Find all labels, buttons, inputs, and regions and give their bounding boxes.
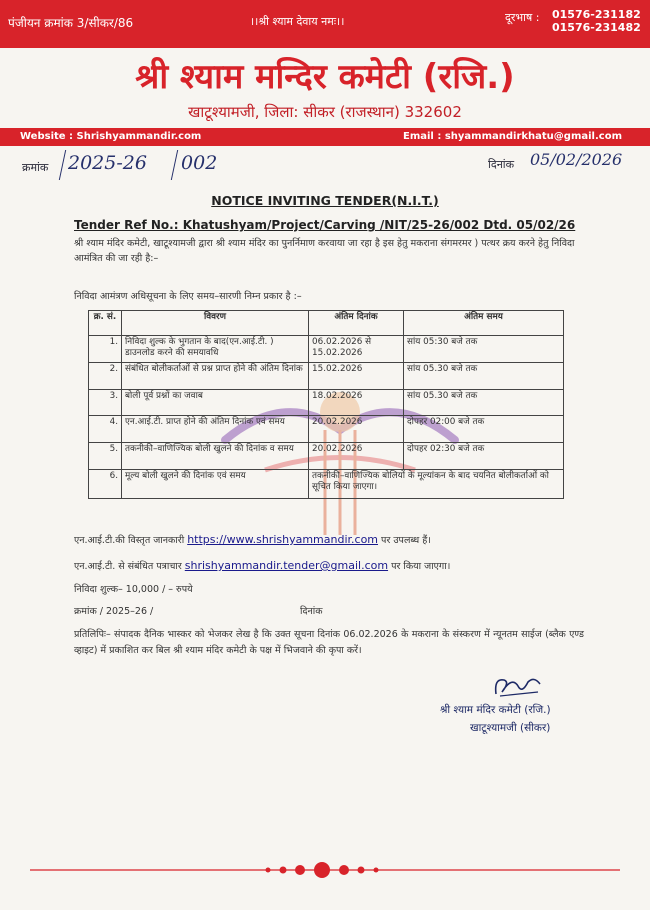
letter-date: 05/02/2026 [530,150,623,169]
table-row [89,470,564,499]
footer-dot [339,865,349,875]
phone-numbers [552,8,641,34]
footer-dot [295,865,305,875]
phone-number: 01576-231182 [552,8,641,21]
reference-year: 2025-26 [68,152,147,174]
motto: ।।श्री श्याम देवाय नमः।। [250,15,345,28]
details-email-line [74,559,450,572]
row-time: सांय 05.30 बजे तक [404,390,564,416]
column-header: क्र. सं. [89,311,122,336]
footer-dot [314,862,330,878]
table-row [89,390,564,416]
details-suffix: पर किया जाएगा। [391,561,451,572]
row-time: सांय 05:30 बजे तक [404,336,564,363]
row-date: 18.02.2026 [309,390,404,416]
row-date: 20.02.2026 [309,443,404,470]
details-website-line [74,533,431,546]
row-number: 2. [89,363,122,390]
table-header-row [89,311,564,336]
row-date-merged: तकनीकी–वाणिज्यिक बोलियों के मूल्यांकन के बाद चयनित बोलीकर्ताओं को सूचित किया जाएगा। [309,470,564,499]
footer-dot [280,867,287,874]
table-row [89,336,564,363]
row-date: 15.02.2026 [309,363,404,390]
footer-ornament [0,859,650,881]
details-prefix: एन.आई.टी. से संबंधित पत्राचार [74,561,182,572]
column-header: विवरण [122,311,309,336]
signature-underline [500,692,538,696]
reference-label: क्रमांक [22,161,49,174]
reference-serial: 002 [181,152,218,174]
row-number: 3. [89,390,122,416]
copy-reference-number: क्रमांक / 2025–26 / [74,606,154,617]
phone-number: 01576-231482 [552,21,641,34]
row-time: सांय 05.30 बजे तक [404,363,564,390]
table-row [89,443,564,470]
footer-dot [374,868,379,873]
copy-date-label: दिनांक [300,606,323,617]
row-description: निविदा शुल्क के भुगतान के बाद(एन.आई.टी. ) डाउनलोड करने की समयावधि [122,336,309,363]
row-description: मूल्य बोली खुलने की दिनांक एवं समय [122,470,309,499]
tender-schedule-table [88,310,564,499]
column-header: अंतिम दिनांक [309,311,404,336]
table-row [89,363,564,390]
date-label: दिनांक [488,158,515,171]
details-suffix: पर उपलब्ध हैं। [381,535,431,546]
row-time: दोपहर 02:30 बजे तक [404,443,564,470]
signature-scribble [490,672,545,702]
reference-number [68,152,217,174]
phone-label: दूरभाष : [505,11,540,24]
intro-paragraph: श्री श्याम मंदिर कमेटी, खाटूश्यामजी द्वारा श्री श्याम मंदिर का पुनर्निमाण करवाया जा रहा है इस हेतु मकराना संगमरमर ) पत्थर क्रय करने हेतु निविदा आमंत्रित की जा रही है:– [74,238,575,264]
row-number: 4. [89,416,122,443]
letterhead-top-bar [0,0,650,48]
registration-number: पंजीयन क्रमांक 3/सीकर/86 [8,16,134,30]
organization-address: खाटूश्यामजी, जिला: सीकर (राजस्थान) 332602 [188,103,462,121]
notice-heading: NOTICE INVITING TENDER(N.I.T.) [211,193,439,208]
row-description: तकनीकी–वाणिज्यिक बोली खुलने की दिनांक व समय [122,443,309,470]
table-row [89,416,564,443]
email-link[interactable]: shrishyammandir.tender@gmail.com [184,559,389,572]
signature-stroke [496,679,540,694]
row-date: 20.02.2026 [309,416,404,443]
details-prefix: एन.आई.टी.की विस्तृत जानकारी [74,535,185,546]
divider-stroke [59,150,66,180]
row-date: 06.02.2026 से 15.02.2026 [309,336,404,363]
row-number: 1. [89,336,122,363]
signatory-place: खाटूश्यामजी (सीकर) [470,722,551,734]
website-link[interactable]: https://www.shrishyammandir.com [187,533,379,546]
footer-dot [266,868,271,873]
row-description: संबंधित बोलीकर्ताओं से प्रश्न प्राप्त होने की अंतिम दिनांक [122,363,309,390]
row-description: एन.आई.टी. प्राप्त होने की अंतिम दिनांक एवं समय [122,416,309,443]
signatory-organization: श्री श्याम मंदिर कमेटी (रजि.) [440,704,551,716]
schedule-intro: निविदा आमंत्रण अधिसूचना के लिए समय–सारणी निम्न प्रकार है :– [74,291,302,302]
tender-reference: Tender Ref No.: Khatushyam/Project/Carving /NIT/25-26/002 Dtd. 05/02/26 [74,218,576,232]
website-text: Website : Shrishyammandir.com [20,131,202,142]
organization-title: श्री श्याम मन्दिर कमेटी (रजि.) [135,57,515,97]
row-number: 5. [89,443,122,470]
footer-dot [358,867,365,874]
row-description: बोली पूर्व प्रश्नों का जवाब [122,390,309,416]
tender-fee: निविदा शुल्क– 10,000 / – रुपये [74,584,193,595]
copy-to-paragraph: प्रतिलिपिः– संपादक दैनिक भास्कर को भेजकर लेख है कि उक्त सूचना दिनांक 06.02.2026 के मकराना के संस्करण में न्यूनतम साईज (ब्लैक एण्ड व्हाइट) में प्रकाशित कर बिल श्री श्याम मंदिर कमेटी के पक्ष में भिजवाने की कृपा करें। [74,629,584,656]
row-time: दोपहर 02:00 बजे तक [404,416,564,443]
row-number: 6. [89,470,122,499]
email-text: Email : shyammandirkhatu@gmail.com [403,131,622,142]
contact-bar [0,128,650,146]
column-header: अंतिम समय [404,311,564,336]
